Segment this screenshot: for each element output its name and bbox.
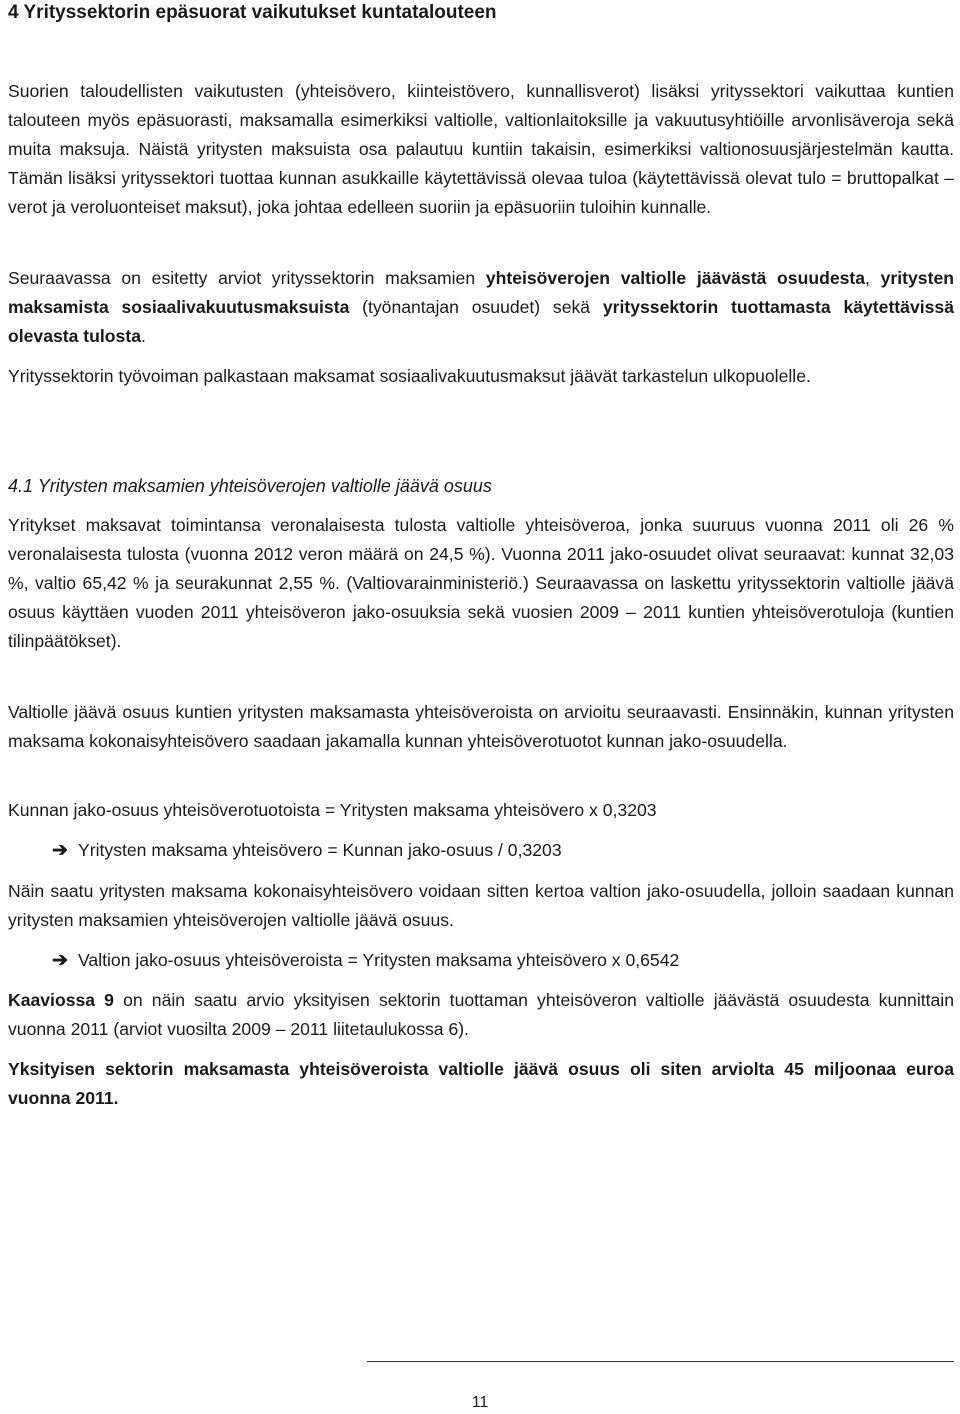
subsection-heading: 4.1 Yritysten maksamien yhteisöverojen valtiolle jäävä osuus [8,476,492,496]
conclusion-paragraph: Yksityisen sektorin maksamasta yhteisöveroista valtiolle jäävä osuus oli siten arviolta 45 miljoonaa euroa vuonna 2011. [8,1059,954,1108]
text-run: Seuraavassa on esitetty arviot yrityssektorin maksamien [8,268,486,288]
bold-run: yhteisöverojen valtiolle jäävästä osuudesta [485,268,866,288]
formula-total-tax: Yritysten maksama yhteisövero = Kunnan jako-osuus / 0,3203 [78,840,562,860]
formula-municipal-share: Kunnan jako-osuus yhteisöverotuotoista = Yritysten maksama yhteisövero x 0,3203 [8,800,657,820]
text-run: (työnantajan osuudet) sekä [349,297,603,317]
formula-row-total-tax [52,836,562,865]
bold-run: Kaaviossa 9 [8,990,114,1010]
text-run: , [865,268,881,288]
scope-paragraph: Yrityssektorin työvoiman palkastaan maksamat sosiaalivakuutusmaksut jäävät tarkastelun ulkopuolelle. [8,366,811,386]
bold-run: yritysten maksamista sosiaalivakuutusmaksuista [8,268,954,317]
overview-paragraph [8,264,954,351]
formula-state-share: Valtion jako-osuus yhteisöveroista = Yritysten maksama yhteisövero x 0,6542 [78,950,680,970]
bold-run: yrityssektorin tuottamasta käytettävissä olevasta tulosta [8,297,954,346]
arrow-right-icon: ➔ [52,840,68,861]
arrow-right-icon: ➔ [52,950,68,971]
footer-divider [367,1361,954,1362]
calculation-paragraph: Näin saatu yritysten maksama kokonaisyhteisövero voidaan sitten kertoa valtion jako-osuudella, jolloin saadaan kunnan yritysten maksamien yhteisöverojen valtiolle jäävä osuus. [8,881,954,930]
formula-row-state-share [52,946,679,975]
page-number: 11 [471,1394,489,1411]
chart-reference-paragraph [8,986,954,1044]
section-heading: 4 Yrityssektorin epäsuorat vaikutukset kuntatalouteen [8,2,497,23]
text-run: on näin saatu arvio yksityisen sektorin tuottaman yhteisöveron valtiolle jäävästä osuudesta kunnittain vuonna 2011 (arviot vuosilta 2009 – 2011 liitetaulukossa 6). [8,990,954,1039]
intro-paragraph: Suorien taloudellisten vaikutusten (yhteisövero, kiinteistövero, kunnallisverot) lisäksi yrityssektori vaikuttaa kuntien talouteen myös epäsuorasti, maksamalla esimerkiksi valtiolle, valtionlaitoksille ja vakuutusyhtiöille arvonlisäveroja sekä muita maksuja. Näistä yritysten maksuista osa palautuu kuntiin takaisin, esimerkiksi valtionosuusjärjestelmän kautta. Tämän lisäksi yrityssektori tuottaa kunnan asukkaille käytettävissä olevaa tuloa (käytettävissä olevat tulo = bruttopalkat – verot ja veroluonteiset maksut), joka johtaa edelleen suoriin ja epäsuoriin tuloihin kunnalle. [8,81,954,217]
text-run: . [140,326,146,346]
tax-share-paragraph: Yritykset maksavat toimintansa veronalaisesta tulosta valtiolle yhteisöveroa, jonka suuruus vuonna 2011 oli 26 % veronalaisesta tulosta (vuonna 2012 veron määrä on 24,5 %). Vuonna 2011 jako-osuudet olivat seuraavat: kunnat 32,03 %, valtio 65,42 % ja seurakunnat 2,55 %. (Valtiovarainministeriö.) Seuraavassa on laskettu yrityssektorin valtiolle jäävä osuus käyttäen vuoden 2011 yhteisöveron jako-osuuksia sekä vuosien 2009 – 2011 kuntien yhteisöverotuloja (kuntien tilinpäätökset). [8,515,954,651]
method-paragraph: Valtiolle jäävä osuus kuntien yritysten maksamasta yhteisöveroista on arvioitu seuraavasti. Ensinnäkin, kunnan yritysten maksama kokonaisyhteisövero saadaan jakamalla kunnan yhteisöverotuotot kunnan jako-osuudella. [8,702,954,751]
